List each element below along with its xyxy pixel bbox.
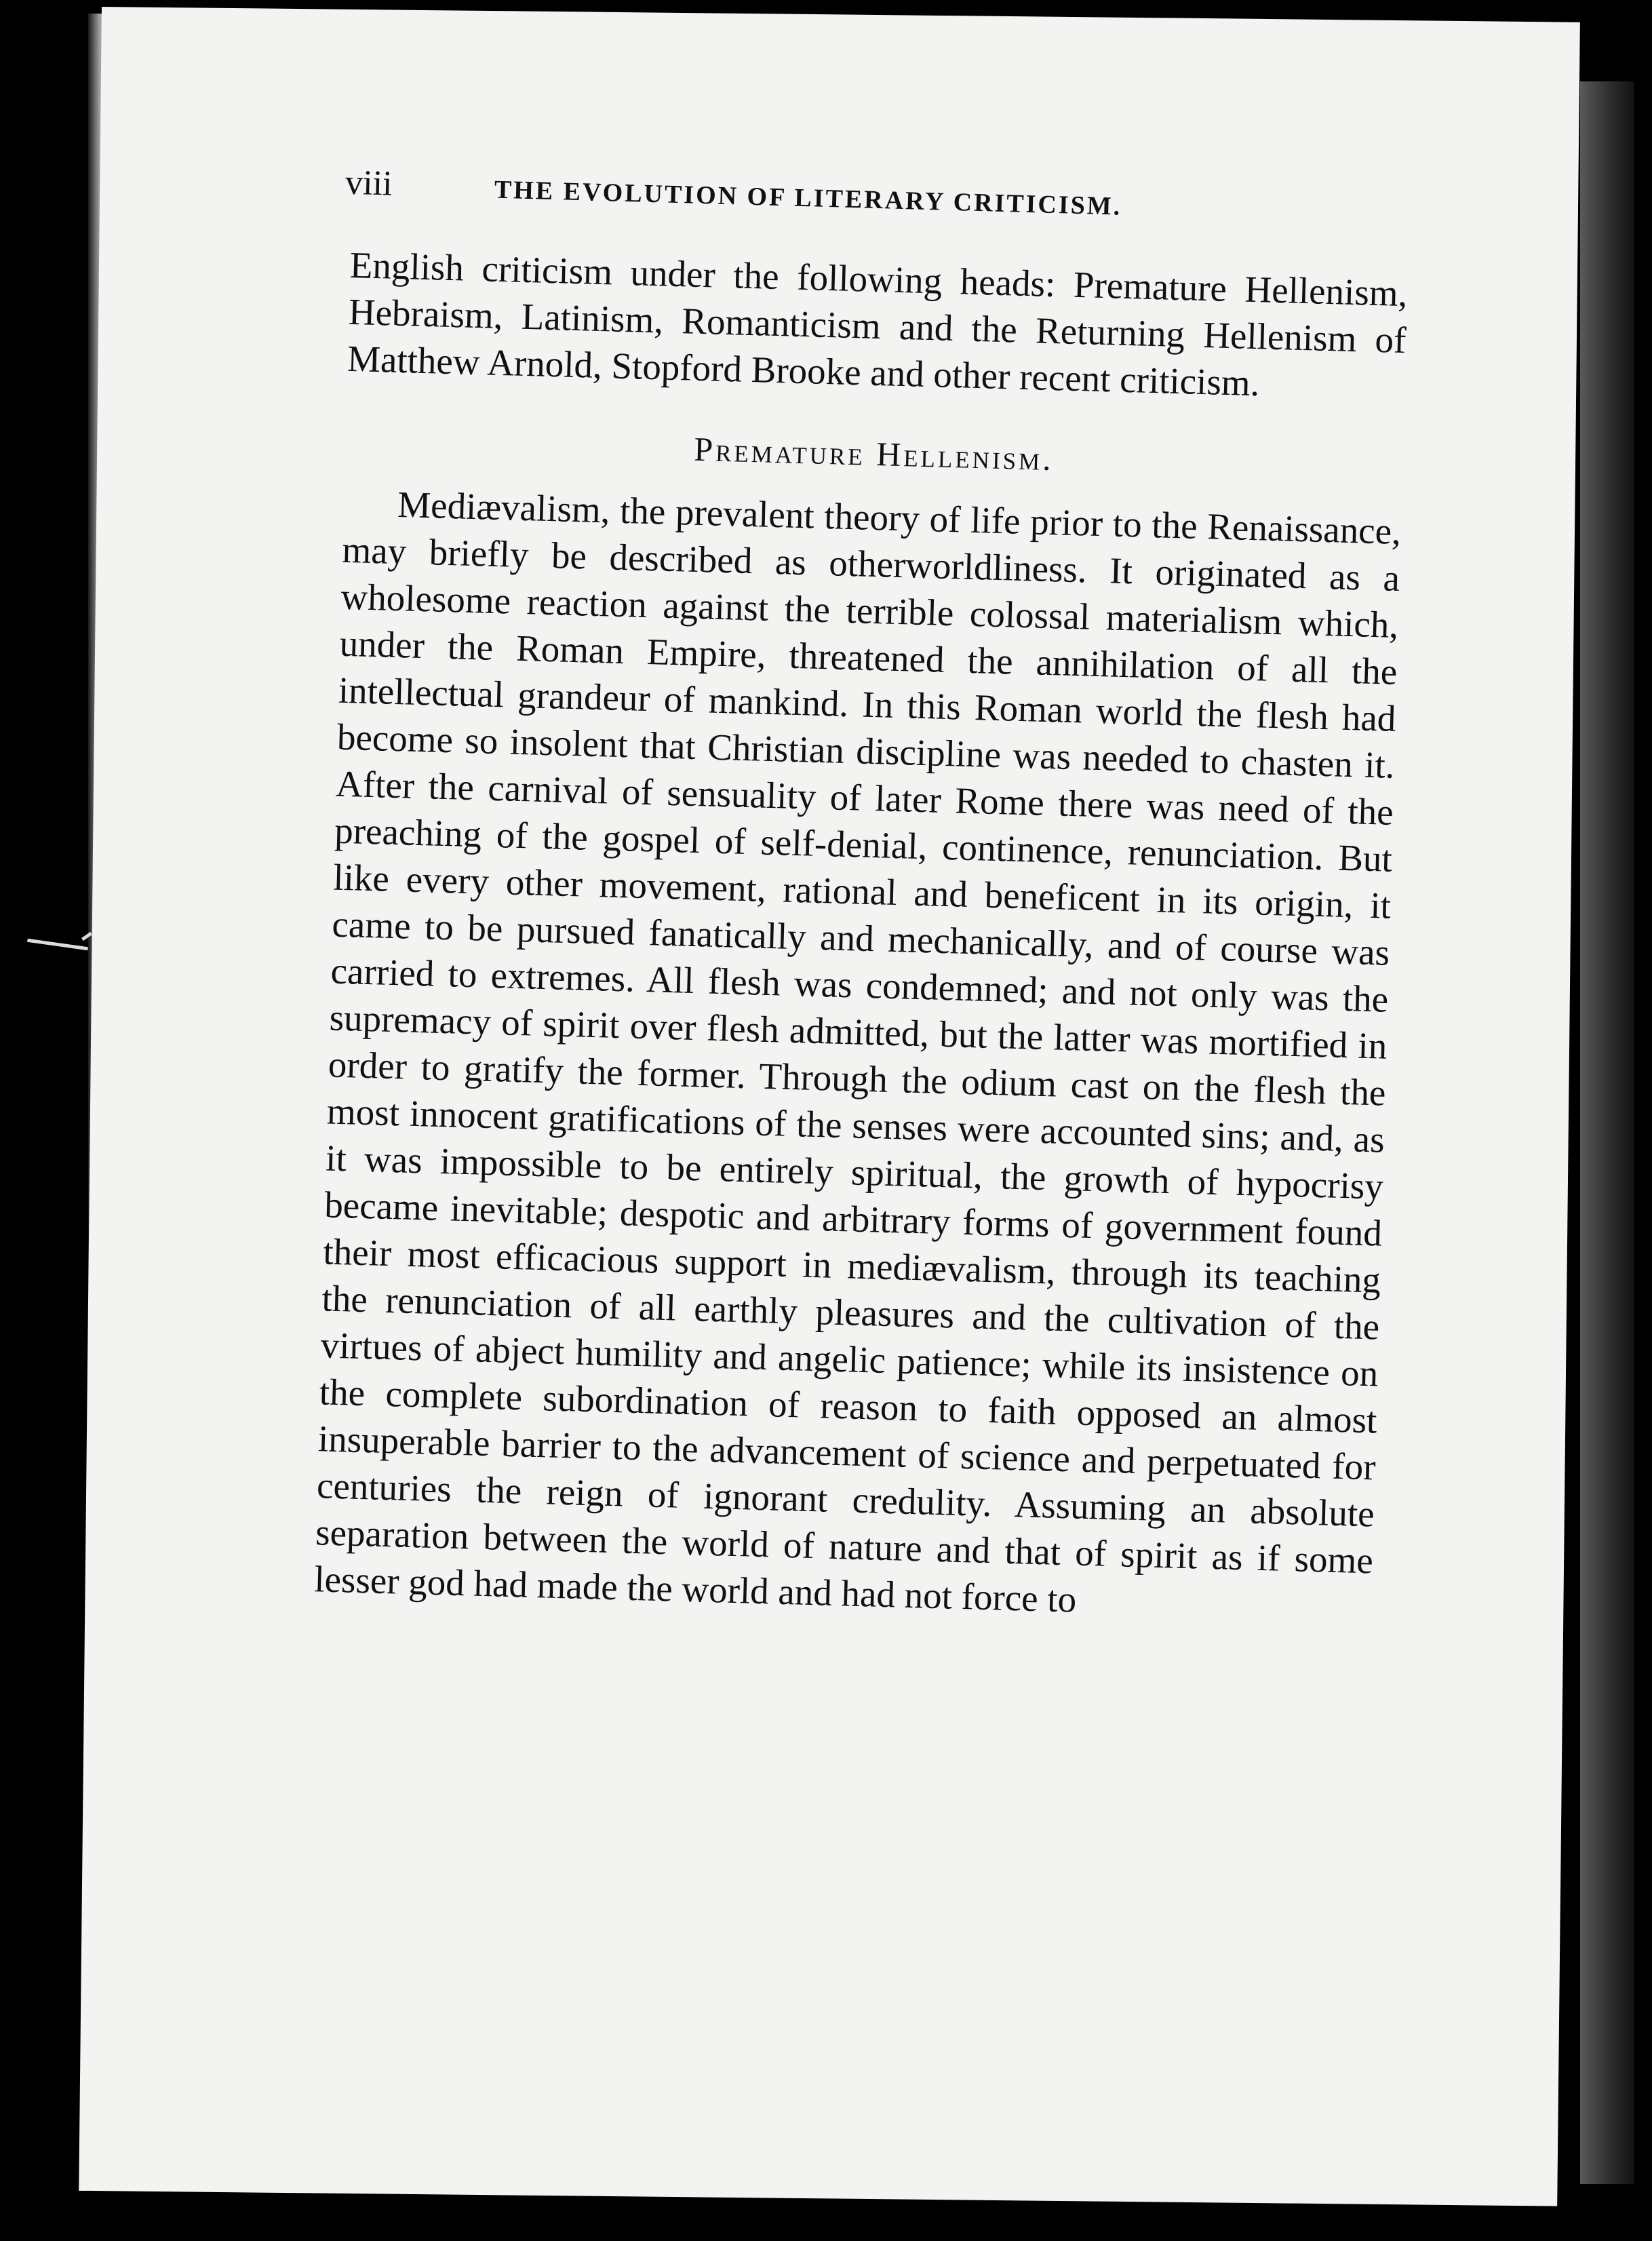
page-content [314, 163, 1411, 1631]
running-title: THE EVOLUTION OF LITERARY CRITICISM. [494, 175, 1122, 221]
body-paragraph: Mediævalism, the prevalent theory of life prior to the Renaissance, may briefly be described as otherworldliness. It originated as a wholesome reaction against the terrible colossal materialism which, under the Roman Empire, threatened the annihilation of all the intellectual grandeur of mankind. In this Roman world the flesh had become so insolent that Christian discipline was needed to chasten it. After the carnival of sensuality of later Rome there was need of the preaching of the gospel of self-denial, continence, renunciation. But like every other movement, rational and beneficent in its origin, it came to be pursued fanatically and mechanically, and of course was carried to extremes. All flesh was condemned; and not only was the supremacy of spirit over flesh admitted, but the latter was mortified in order to gratify the former. Through the odium cast on the flesh the most innocent gratifications of the senses were accounted sins; and, as it was impossible to be entirely spiritual, the growth of hypocrisy became inevitable; despotic and arbitrary forms of government found their most efficacious support in mediævalism, through its teaching the renunciation of all earthly pleasures and the cultivation of the virtues of abject humility and angelic patience; while its insistence on the complete subordination of reason to faith opposed an almost insuperable barrier to the advancement of science and perpetuated for centuries the reign of ignorant credulity. Assuming an absolute separation between the world of nature and that of spirit as if some lesser god had made the world and had not force to [313, 483, 1402, 1620]
section-heading: Premature Hellenism. [693, 429, 1055, 478]
book-spine-shadow [1580, 81, 1634, 2184]
margin-mark [27, 939, 88, 950]
page-number: viii [345, 163, 393, 203]
intro-paragraph: English criticism under the following heads: Premature Hellenism, Hebraism, Latinism, Romanticism and the Returning Hellenism of Matthew Arnold, Stopford Brooke and other recent criticism. [347, 243, 1409, 404]
